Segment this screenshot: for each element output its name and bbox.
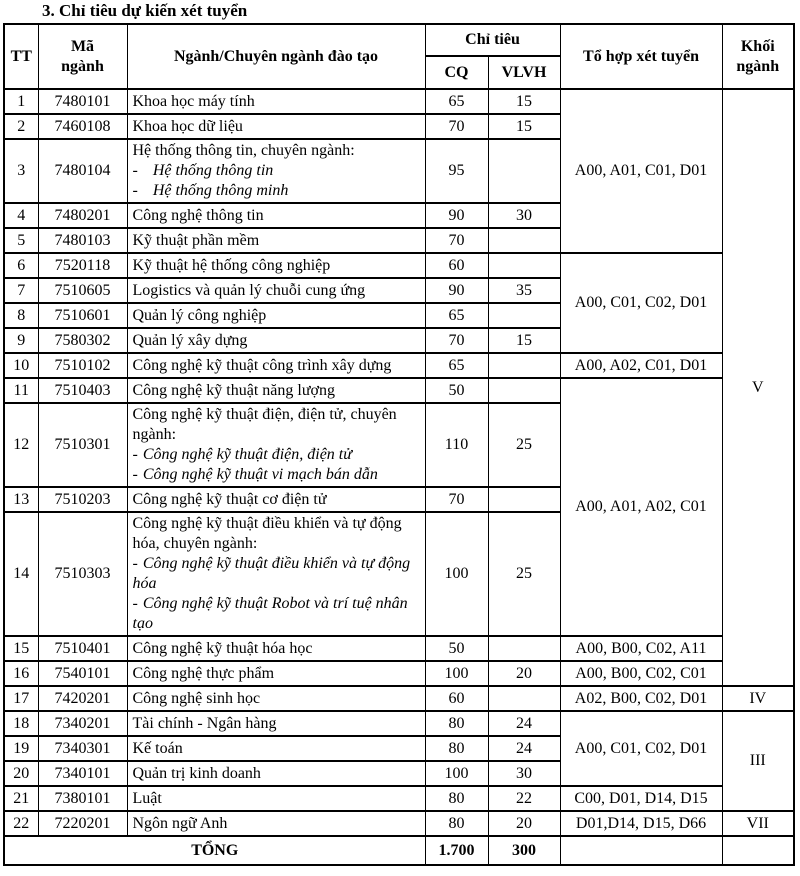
major-name: Công nghệ kỹ thuật cơ điện tử: [132, 490, 327, 508]
table-body: [4, 89, 794, 836]
quota-cq-cell: 110: [425, 403, 488, 487]
major-group-cell: IV: [722, 686, 794, 711]
major-name: Công nghệ thực phẩm: [132, 664, 275, 682]
major-code-cell: 7580302: [38, 328, 127, 353]
major-name: Logistics và quản lý chuỗi cung ứng: [132, 281, 366, 299]
major-code-cell: 7480103: [38, 228, 127, 253]
major-code-cell: 7510301: [38, 403, 127, 487]
table-row: [4, 811, 794, 836]
major-name: Công nghệ kỹ thuật năng lượng: [132, 381, 335, 399]
header-quota: Chỉ tiêu: [425, 24, 560, 56]
row-number-cell: 4: [4, 203, 38, 228]
quota-cq-cell: 80: [425, 811, 488, 836]
total-major-group-empty: [722, 836, 794, 865]
quota-cq-cell: 90: [425, 278, 488, 303]
quota-cq-cell: 50: [425, 378, 488, 403]
major-name-cell: [127, 114, 425, 139]
quota-cq-cell: 80: [425, 786, 488, 811]
table-row: [4, 711, 794, 736]
table-row: [4, 378, 794, 403]
row-number-cell: 22: [4, 811, 38, 836]
row-number-cell: 5: [4, 228, 38, 253]
major-name-cell: [127, 403, 425, 487]
row-number-cell: 3: [4, 139, 38, 203]
quota-vlvh-cell: 15: [488, 89, 560, 114]
header-quota-cq: CQ: [425, 56, 488, 89]
row-number-cell: 2: [4, 114, 38, 139]
combination-cell: A00, B00, C02, A11: [560, 636, 722, 661]
combination-cell: A02, B00, C02, D01: [560, 686, 722, 711]
row-number-cell: 16: [4, 661, 38, 686]
major-name: Khoa học dữ liệu: [132, 117, 243, 135]
dash-bullet: -: [132, 595, 138, 612]
total-cq: 1.700: [425, 836, 488, 865]
major-name-cell: [127, 353, 425, 378]
quota-vlvh-cell: [488, 686, 560, 711]
quota-cq-cell: 65: [425, 89, 488, 114]
major-name-cell: [127, 89, 425, 114]
quota-vlvh-cell: 20: [488, 811, 560, 836]
major-code-cell: 7380101: [38, 786, 127, 811]
quota-cq-cell: 65: [425, 303, 488, 328]
specialization-text: Hệ thống thông minh: [152, 182, 289, 199]
major-code-cell: 7460108: [38, 114, 127, 139]
admission-quota-table: [3, 23, 795, 866]
specialization-text: Công nghệ kỹ thuật điều khiển và tự động hóa: [132, 555, 411, 592]
quota-cq-cell: 70: [425, 114, 488, 139]
major-name: Luật: [132, 789, 162, 807]
major-name: Quản lý xây dựng: [132, 331, 248, 349]
major-name: Công nghệ sinh học: [132, 689, 261, 707]
major-code-cell: 7340101: [38, 761, 127, 786]
major-name-cell: [127, 711, 425, 736]
major-name: Công nghệ kỹ thuật công trình xây dựng: [132, 356, 392, 374]
major-name-cell: [127, 139, 425, 203]
section-title: 3. Chỉ tiêu dự kiến xét tuyển: [42, 1, 248, 20]
header-major-code: [38, 24, 127, 89]
table-row: [4, 786, 794, 811]
major-code-cell: 7520118: [38, 253, 127, 278]
table-row: [4, 353, 794, 378]
specialization-item: [133, 161, 423, 181]
quota-vlvh-cell: 15: [488, 328, 560, 353]
major-name-cell: [127, 328, 425, 353]
major-name-cell: [127, 661, 425, 686]
total-combination-empty: [560, 836, 722, 865]
major-name-cell: [127, 303, 425, 328]
major-name: Công nghệ kỹ thuật điều khiển và tự động hóa, chuyên ngành:: [132, 515, 402, 552]
major-name-cell: [127, 761, 425, 786]
specialization-text: Hệ thống thông tin: [152, 162, 274, 179]
quota-cq-cell: 70: [425, 328, 488, 353]
major-name-cell: [127, 786, 425, 811]
table-footer: [4, 836, 794, 865]
quota-vlvh-cell: 24: [488, 711, 560, 736]
row-number-cell: 20: [4, 761, 38, 786]
major-name-cell: [127, 512, 425, 636]
major-name-cell: [127, 253, 425, 278]
major-name: Công nghệ kỹ thuật hóa học: [132, 639, 313, 657]
specialization-item: [133, 181, 423, 201]
row-number-cell: 10: [4, 353, 38, 378]
major-name-cell: [127, 228, 425, 253]
row-number-cell: 13: [4, 487, 38, 512]
major-name: Khoa học máy tính: [132, 92, 255, 110]
total-label: TỔNG: [4, 836, 425, 865]
major-name: Quản trị kinh doanh: [132, 764, 261, 782]
major-code-cell: 7510401: [38, 636, 127, 661]
major-code-cell: 7540101: [38, 661, 127, 686]
major-name-cell: [127, 686, 425, 711]
major-name-cell: [127, 378, 425, 403]
major-code-cell: 7510203: [38, 487, 127, 512]
major-name: Công nghệ thông tin: [132, 206, 264, 224]
quota-vlvh-cell: [488, 253, 560, 278]
document-page: [0, 1, 800, 876]
row-number-cell: 8: [4, 303, 38, 328]
dash-bullet: -: [132, 466, 138, 483]
quota-vlvh-cell: [488, 139, 560, 203]
header-major-name: Ngành/Chuyên ngành đào tạo: [127, 24, 425, 89]
quota-vlvh-cell: 30: [488, 203, 560, 228]
major-name: Kỹ thuật phần mềm: [132, 231, 260, 249]
quota-vlvh-cell: 20: [488, 661, 560, 686]
row-number-cell: 17: [4, 686, 38, 711]
major-name: Hệ thống thông tin, chuyên ngành:: [132, 142, 355, 159]
major-code-cell: 7340301: [38, 736, 127, 761]
major-code-cell: 7510303: [38, 512, 127, 636]
header-tt: TT: [4, 24, 38, 89]
quota-vlvh-cell: 30: [488, 761, 560, 786]
quota-cq-cell: 60: [425, 253, 488, 278]
specialization-item: [133, 465, 423, 485]
quota-vlvh-cell: 35: [488, 278, 560, 303]
dash-bullet: -: [132, 446, 138, 463]
row-number-cell: 19: [4, 736, 38, 761]
combination-cell: A00, C01, C02, D01: [560, 711, 722, 786]
quota-cq-cell: 100: [425, 761, 488, 786]
specialization-text: Công nghệ kỹ thuật vi mạch bán dẫn: [142, 466, 378, 483]
table-row: [4, 89, 794, 114]
major-code-cell: 7220201: [38, 811, 127, 836]
major-code-cell: 7510102: [38, 353, 127, 378]
major-group-cell: III: [722, 711, 794, 811]
major-name: Kế toán: [132, 739, 183, 757]
quota-vlvh-cell: [488, 487, 560, 512]
quota-vlvh-cell: 15: [488, 114, 560, 139]
table-row: [4, 253, 794, 278]
row-number-cell: 1: [4, 89, 38, 114]
quota-cq-cell: 100: [425, 661, 488, 686]
dash-bullet: -: [132, 182, 138, 199]
quota-vlvh-cell: [488, 303, 560, 328]
major-code-cell: 7480104: [38, 139, 127, 203]
dash-bullet: -: [132, 162, 138, 179]
combination-cell: A00, A01, C01, D01: [560, 89, 722, 253]
combination-cell: D01,D14, D15, D66: [560, 811, 722, 836]
row-number-cell: 14: [4, 512, 38, 636]
quota-vlvh-cell: 24: [488, 736, 560, 761]
quota-cq-cell: 60: [425, 686, 488, 711]
row-number-cell: 12: [4, 403, 38, 487]
major-group-cell: V: [722, 89, 794, 686]
specialization-item: [133, 445, 423, 465]
specialization-item: [133, 554, 423, 594]
major-name-cell: [127, 203, 425, 228]
quota-cq-cell: 100: [425, 512, 488, 636]
quota-cq-cell: 80: [425, 711, 488, 736]
row-number-cell: 11: [4, 378, 38, 403]
specialization-text: Công nghệ kỹ thuật điện, điện tử: [142, 446, 352, 463]
major-name: Ngôn ngữ Anh: [132, 814, 228, 832]
header-major-group-label: Khối ngành: [736, 37, 780, 75]
major-code-cell: 7510403: [38, 378, 127, 403]
combination-cell: A00, A01, A02, C01: [560, 378, 722, 636]
quota-cq-cell: 50: [425, 636, 488, 661]
major-code-cell: 7480201: [38, 203, 127, 228]
header-combination: Tổ hợp xét tuyển: [560, 24, 722, 89]
quota-cq-cell: 65: [425, 353, 488, 378]
total-vlvh: 300: [488, 836, 560, 865]
quota-vlvh-cell: [488, 378, 560, 403]
table-row: [4, 686, 794, 711]
quota-vlvh-cell: [488, 353, 560, 378]
major-name-cell: [127, 811, 425, 836]
major-group-cell: VII: [722, 811, 794, 836]
quota-vlvh-cell: 25: [488, 512, 560, 636]
row-number-cell: 6: [4, 253, 38, 278]
total-row: [4, 836, 794, 865]
major-name: Công nghệ kỹ thuật điện, điện tử, chuyên ngành:: [132, 406, 397, 443]
table-row: [4, 636, 794, 661]
quota-cq-cell: 70: [425, 228, 488, 253]
major-name: Quản lý công nghiệp: [132, 306, 267, 324]
table-row: [4, 661, 794, 686]
quota-cq-cell: 95: [425, 139, 488, 203]
row-number-cell: 18: [4, 711, 38, 736]
table-header: [4, 24, 794, 89]
row-number-cell: 21: [4, 786, 38, 811]
quota-cq-cell: 70: [425, 487, 488, 512]
major-name-cell: [127, 487, 425, 512]
dash-bullet: -: [132, 555, 138, 572]
major-name-cell: [127, 636, 425, 661]
major-code-cell: 7420201: [38, 686, 127, 711]
major-name-cell: [127, 736, 425, 761]
specialization-item: [133, 594, 423, 634]
quota-vlvh-cell: [488, 228, 560, 253]
quota-cq-cell: 80: [425, 736, 488, 761]
header-major-group: [722, 24, 794, 89]
major-name: Tài chính - Ngân hàng: [132, 714, 277, 732]
combination-cell: A00, B00, C02, C01: [560, 661, 722, 686]
row-number-cell: 7: [4, 278, 38, 303]
major-code-cell: 7340201: [38, 711, 127, 736]
row-number-cell: 15: [4, 636, 38, 661]
combination-cell: C00, D01, D14, D15: [560, 786, 722, 811]
quota-vlvh-cell: 25: [488, 403, 560, 487]
major-code-cell: 7510605: [38, 278, 127, 303]
header-major-code-label: Mã ngành: [61, 37, 104, 75]
quota-vlvh-cell: 22: [488, 786, 560, 811]
combination-cell: A00, A02, C01, D01: [560, 353, 722, 378]
major-name-cell: [127, 278, 425, 303]
major-code-cell: 7480101: [38, 89, 127, 114]
major-name: Kỹ thuật hệ thống công nghiệp: [132, 256, 331, 274]
row-number-cell: 9: [4, 328, 38, 353]
header-quota-vlvh: VLVH: [488, 56, 560, 89]
specialization-text: Công nghệ kỹ thuật Robot và trí tuệ nhân tạo: [132, 595, 408, 632]
quota-vlvh-cell: [488, 636, 560, 661]
major-code-cell: 7510601: [38, 303, 127, 328]
quota-cq-cell: 90: [425, 203, 488, 228]
combination-cell: A00, C01, C02, D01: [560, 253, 722, 353]
